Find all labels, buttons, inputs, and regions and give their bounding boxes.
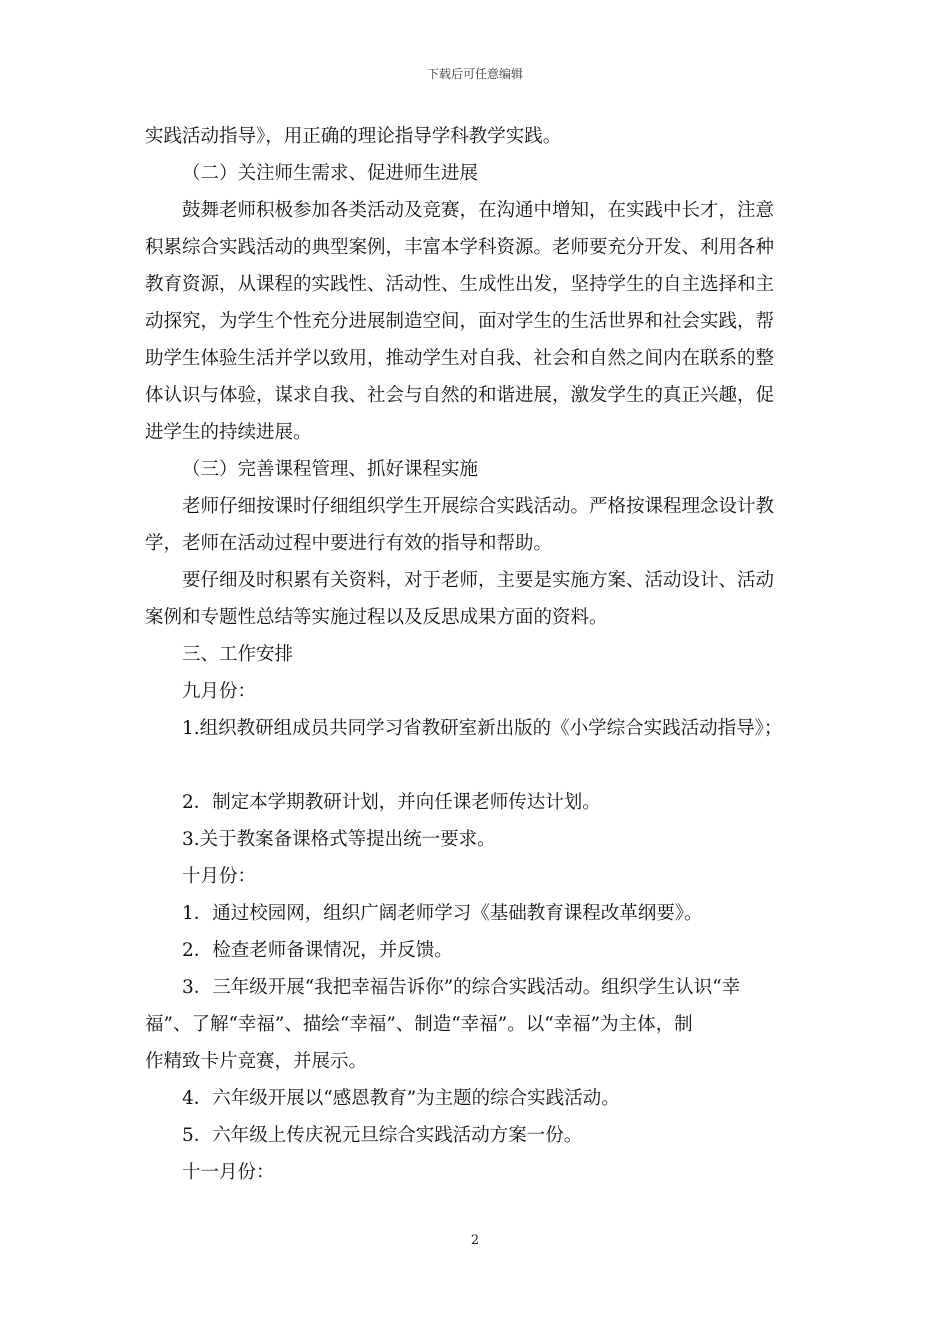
text-line: 体认识与体验，谋求自我、社会与自然的和谐进展，激发学生的真正兴趣，促 [145, 385, 775, 406]
month-heading: 十月份： [182, 866, 257, 887]
text-line: 实践活动指导》，用正确的理论指导学科教学实践。 [145, 126, 562, 147]
text-line: 助学生体验生活并学以致用，推动学生对自我、社会和自然之间内在联系的整 [145, 348, 775, 369]
text-line: 动探究，为学生个性充分进展制造空间，面对学生的生活世界和社会实践，帮 [145, 311, 775, 332]
month-heading: 十一月份： [182, 1162, 275, 1183]
list-item: 1．通过校园网，组织广阔老师学习《基础教育课程改革纲要》。 [182, 903, 703, 924]
section-heading: 三、工作安排 [182, 644, 294, 665]
text-line: 教育资源，从课程的实践性、活动性、生成性出发，坚持学生的自主选择和主 [145, 274, 775, 295]
list-item: 5．六年级上传庆祝元旦综合实践活动方案一份。 [182, 1125, 583, 1146]
list-item: 1.组织教研组成员共同学习省教研室新出版的《小学综合实践活动指导》； [182, 718, 783, 739]
section-heading: （二）关注师生需求、促进师生进展 [182, 163, 479, 184]
list-item: 4．六年级开展以“感恩教育”为主题的综合实践活动。 [182, 1088, 620, 1109]
list-item: 3.关于教案备课格式等提出统一要求。 [182, 829, 496, 850]
section-heading: （三）完善课程管理、抓好课程实施 [182, 459, 479, 480]
month-heading: 九月份： [182, 681, 257, 702]
list-item: 3．三年级开展“我把幸福告诉你”的综合实践活动。组织学生认识“幸 [182, 977, 741, 998]
text-line: 要仔细及时积累有关资料，对于老师，主要是实施方案、活动设计、活动 [182, 570, 775, 591]
list-item: 2．制定本学期教研计划，并向任课老师传达计划。 [182, 792, 601, 813]
text-line: 案例和专题性总结等实施过程以及反思成果方面的资料。 [145, 607, 608, 628]
text-line: 福”、了解“幸福”、描绘“幸福”、制造“幸福”。以“幸福”为主体，制 [145, 1014, 693, 1035]
text-line: 老师仔细按课时仔细组织学生开展综合实践活动。严格按课程理念设计教 [182, 496, 775, 517]
page-header: 下载后可任意编辑 [426, 67, 523, 81]
text-line: 学，老师在活动过程中要进行有效的指导和帮助。 [145, 533, 553, 554]
list-item: 2．检查老师备课情况，并反馈。 [182, 940, 453, 961]
page-number: 2 [470, 1233, 480, 1248]
text-line: 作精致卡片竞赛，并展示。 [145, 1051, 368, 1072]
text-line: 鼓舞老师积极参加各类活动及竞赛，在沟通中增知，在实践中长才，注意 [182, 200, 775, 221]
text-line: 积累综合实践活动的典型案例，丰富本学科资源。老师要充分开发、利用各种 [145, 237, 775, 258]
document-body [145, 118, 807, 1191]
text-line: 进学生的持续进展。 [145, 422, 312, 443]
blank-line [145, 747, 807, 784]
